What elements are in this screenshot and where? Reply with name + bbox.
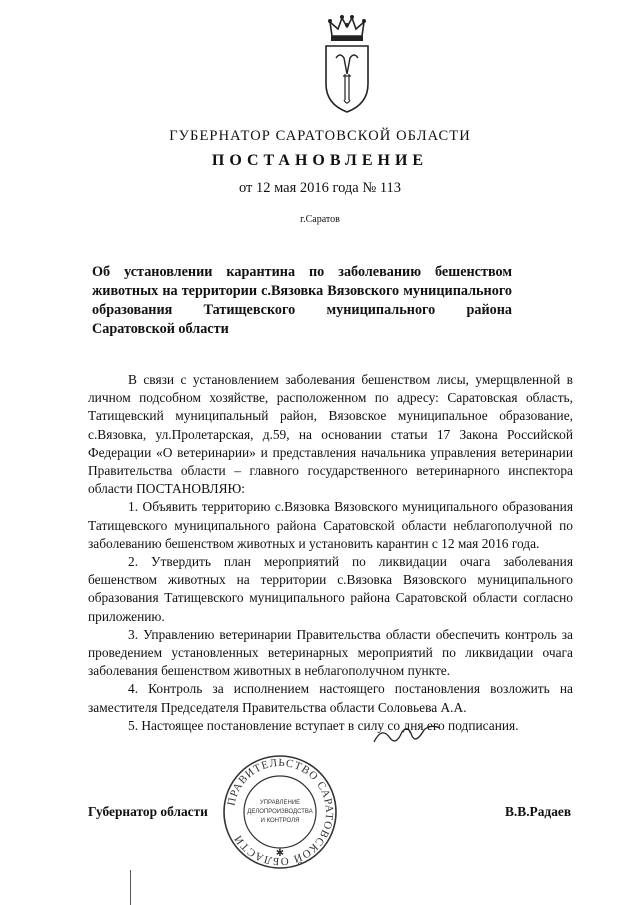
handwritten-signature [372, 722, 442, 748]
stamp-star-icon: ✱ [275, 848, 285, 859]
document-body [88, 371, 573, 735]
official-stamp [220, 752, 340, 872]
coat-of-arms-emblem [318, 14, 376, 114]
issuing-authority: ГУБЕРНАТОР САРАТОВСКОЙ ОБЛАСТИ [169, 128, 471, 144]
stamp-ring-text: ПРАВИТЕЛЬСТВО САРАТОВСКОЙ ОБЛАСТИ [225, 756, 336, 868]
document-date-number: от 12 мая 2016 года № 113 [238, 180, 402, 196]
stamp-center-line-3: И КОНТРОЛЯ [260, 818, 300, 824]
document-type-title: ПОСТАНОВЛЕНИЕ [211, 152, 429, 169]
paragraph-item-5: 5. Настоящее постановление вступает в силу со дня его подписания. [128, 717, 519, 733]
paragraph-preamble: В связи с установлением заболевания бешенством лисы, умерщвленной в личном подсобном хозяйстве, расположенном по адресу: Саратовская область, Татищевский муниципальный район, Вязовское муниципальное образование, с.Вязовка, ул.Пролетарская, д.59, на основании статьи 17 Закона Российской Федерации «О ветеринарии» и представления начальника управления ветеринарии Правительства области – главного государственного ветеринарного инспектора области ПОСТАНОВЛЯЮ: [88, 372, 573, 497]
document-city: г.Саратов [300, 214, 340, 225]
signatory-name: В.В.Радаев [505, 804, 572, 819]
paragraph-item-1: 1. Объявить территорию с.Вязовка Вязовского муниципального образования Татищевского муниципального района Саратовской области неблагополучной по заболеванию бешенством животных и установить карантин с 12 мая 2016 года. [88, 499, 573, 551]
document-subject: Об установлении карантина по заболеванию бешенством животных на территории с.Вязовка Вязовского муниципального образования Татищевского муниципального района Саратовской области [92, 264, 512, 337]
paragraph-item-4: 4. Контроль за исполнением настоящего постановления возложить на заместителя Председателя Правительства области Соловьева А.А. [88, 681, 573, 715]
paragraph-item-3: 3. Управлению ветеринарии Правительства области обеспечить контроль за проведением установленных ветеринарных мероприятий по ликвидации очага заболевания бешенством животных в неблагополучном пункте. [88, 626, 573, 679]
signatory-position: Губернатор области [88, 804, 208, 819]
stamp-center-line-1: УПРАВЛЕНИЕ [259, 800, 301, 806]
stamp-center-line-2: ДЕЛОПРОИЗВОДСТВА [247, 809, 313, 815]
paragraph-item-2: 2. Утвердить план мероприятий по ликвидации очага заболевания бешенством животных на территории с.Вязовка Вязовского муниципального образования Татищевского муниципального района Саратовской области согласно приложению. [88, 554, 573, 624]
scan-margin-line [130, 870, 131, 905]
